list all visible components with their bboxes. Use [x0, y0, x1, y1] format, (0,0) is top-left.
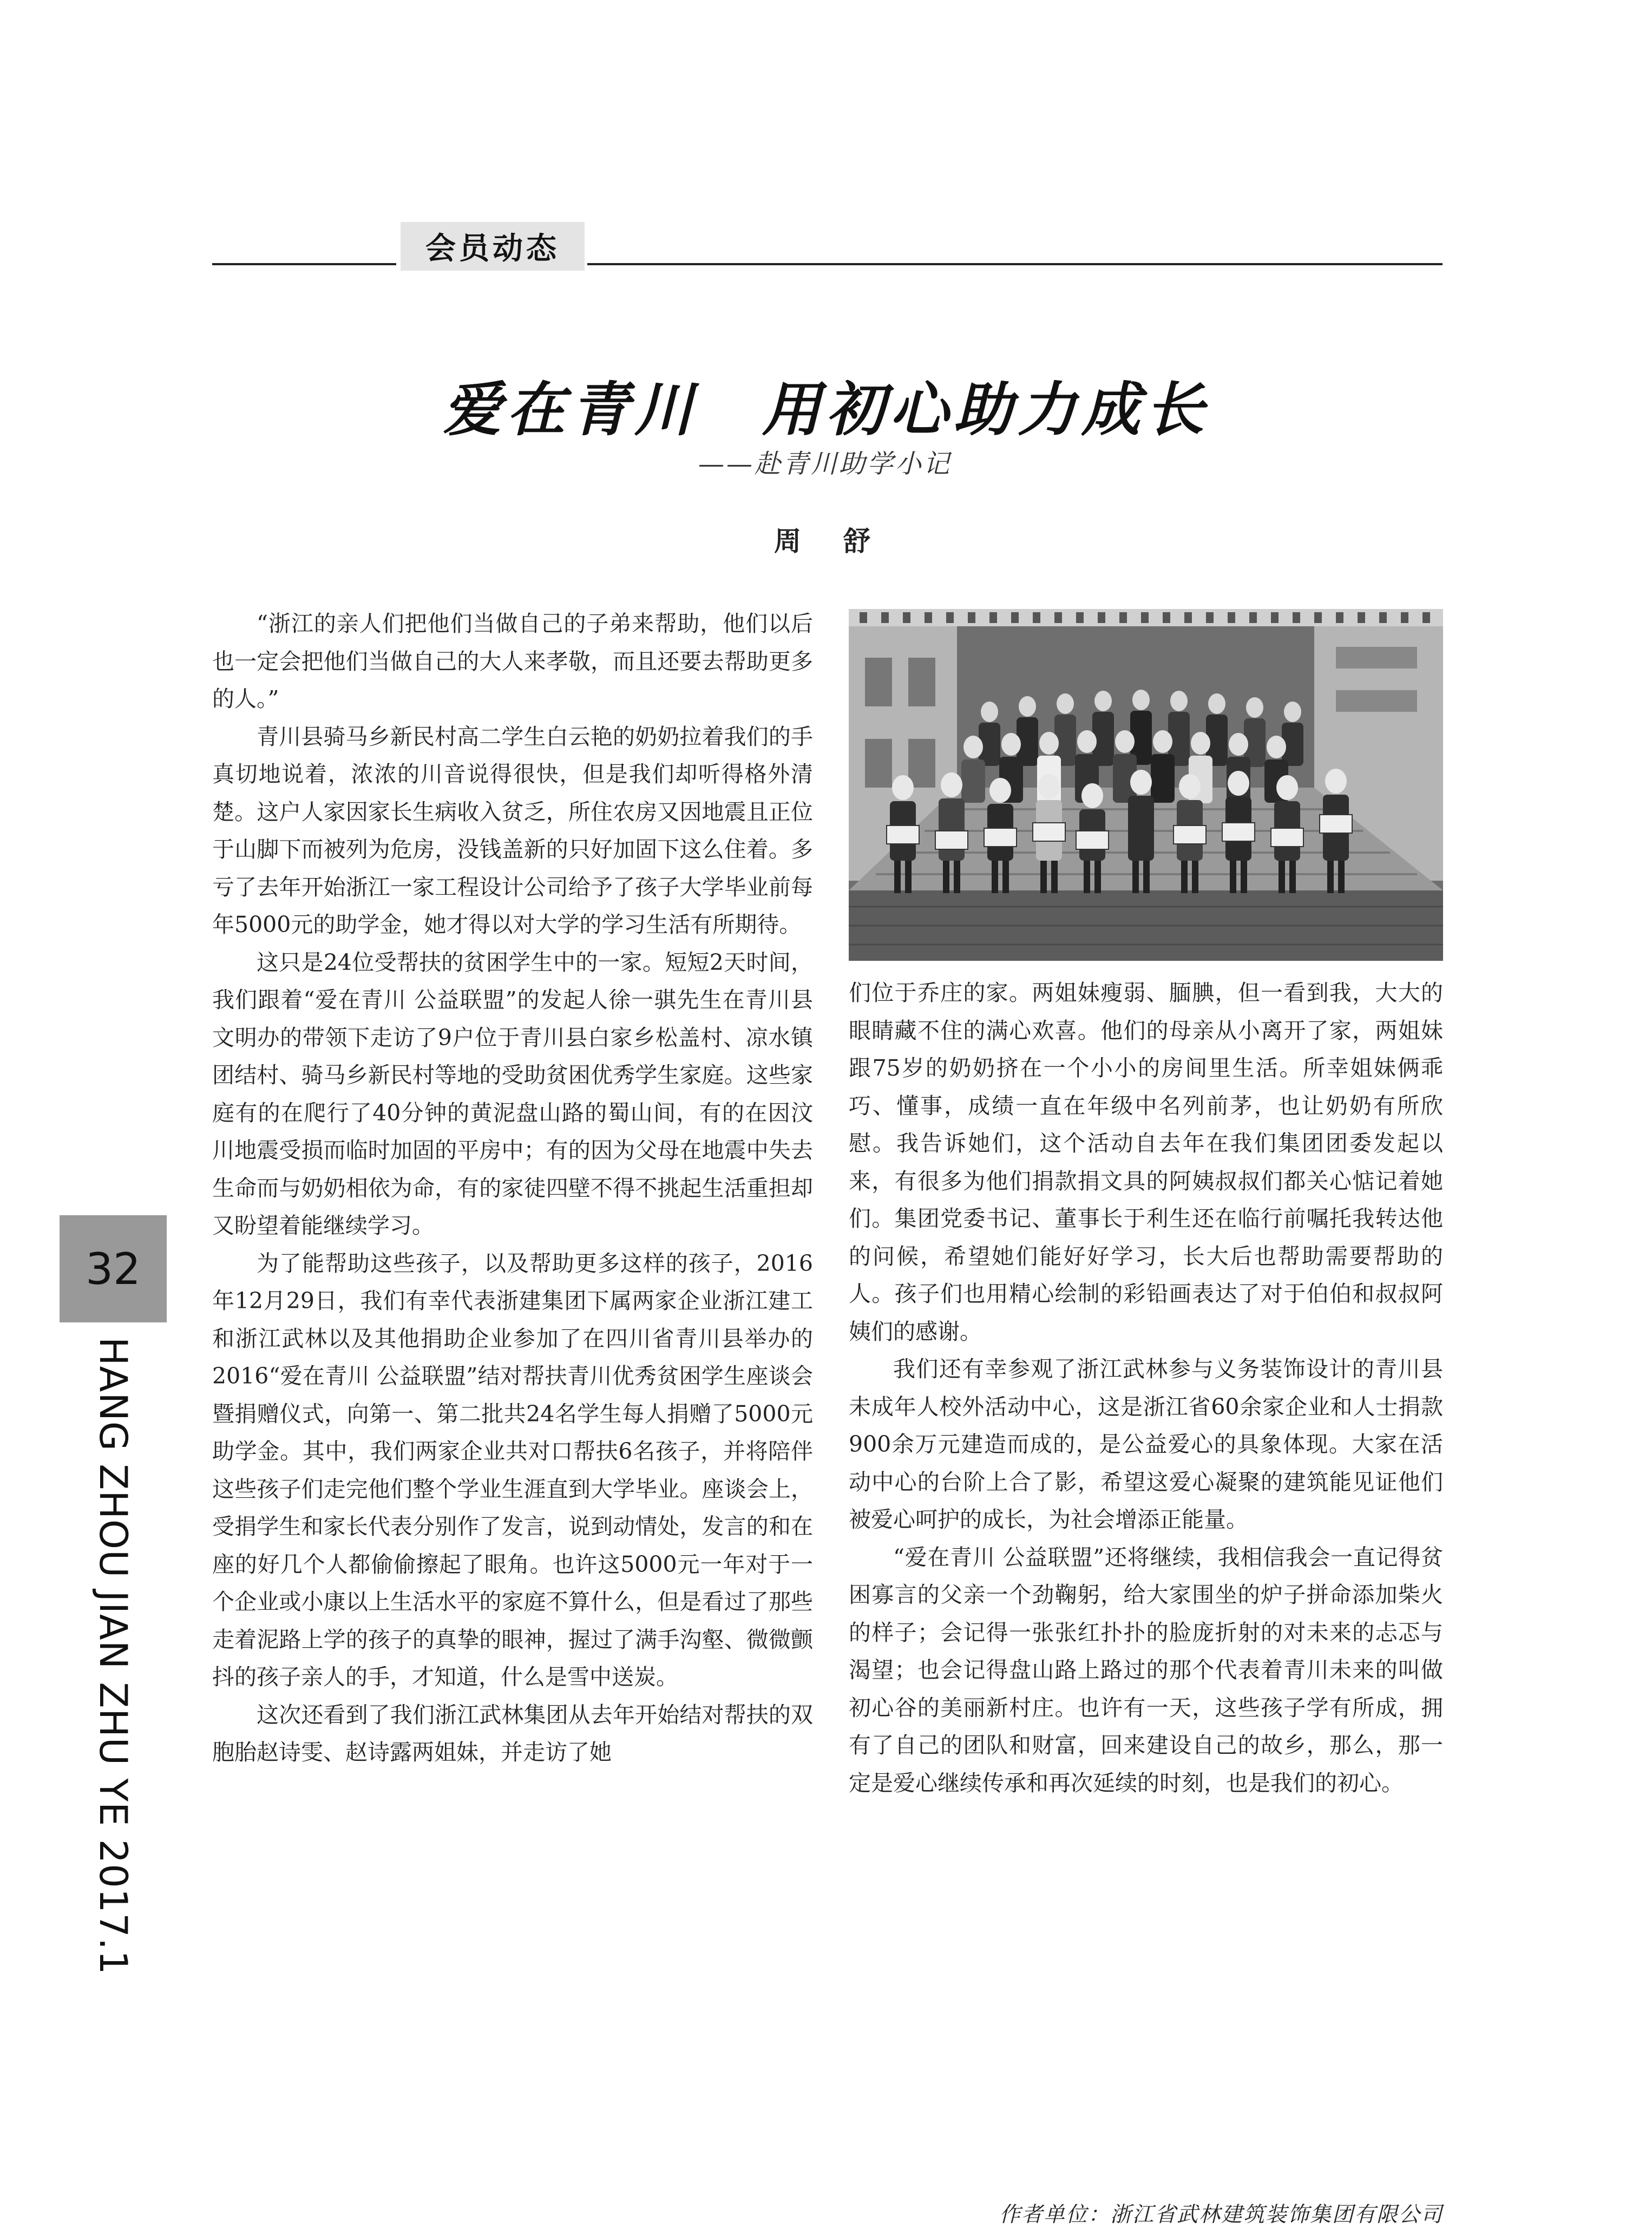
paragraph: 这次还看到了我们浙江武林集团从去年开始结对帮扶的双胞胎赵诗雯、赵诗露两姐妹，并走访了她 [212, 1701, 813, 1765]
article-title: 爱在青川 用初心助力成长 [442, 376, 1209, 444]
left-column [212, 605, 813, 1772]
section-rule-right [587, 263, 1443, 265]
page-number-box [60, 1215, 167, 1322]
photo-window [865, 739, 892, 788]
right-column [849, 974, 1443, 1802]
section-rule-left [212, 263, 396, 265]
paragraph: 为了能帮助这些孩子，以及帮助更多这样的孩子，2016年12月29日，我们有幸代表浙建集团下属两家企业浙江建工和浙江武林以及其他捐助企业参加了在四川省青川县举办的2016“爱在青川 公益联盟”结对帮扶青川优秀贫困学生座谈会暨捐赠仪式，向第一、第二批共24名学生每人捐赠了5000元助学金。其中，我们两家企业共对口帮扶6名孩子，并将陪伴这些孩子们走完他们整个学业生涯直到大学毕业。座谈会上，受捐学生和家长代表分别作了发言，说到动情处，发言的和在座的好几个人都偷偷擦起了眼角。也许这5000元一年对于一个企业或小康以上生活水平的家庭不算什么，但是看过了那些走着泥路上学的孩子的真挚的眼神，握过了满手沟壑、微微颤抖的孩子亲人的手，才知道，什么是雪中送炭。 [212, 1250, 813, 1690]
author-affiliation: 作者单位：浙江省武林建筑装饰集团有限公司 [999, 2203, 1443, 2227]
journal-vertical-wrap [87, 1337, 135, 1975]
paragraph: 我们还有幸参观了浙江武林参与义务装饰设计的青川县未成年人校外活动中心，这是浙江省60余家企业和人士捐款900余万元建造而成的，是公益爱心的具象体现。大家在活动中心的台阶上合了影，希望这爱心凝聚的建筑能见证他们被爱心呵护的成长，为社会增添正能量。 [849, 1356, 1443, 1532]
photo-window [1336, 647, 1417, 669]
paragraph: 这只是24位受帮扶的贫困学生中的一家。短短2天时间，我们跟着“爱在青川 公益联盟”的发起人徐一骐先生在青川县文明办的带领下走访了9户位于青川县白家乡松盖村、凉水镇团结村、骑马乡新民村等地的受助贫困优秀学生家庭。这些家庭有的在爬行了40分钟的黄泥盘山路的蜀山间，有的在因汶川地震受损而临时加固的平房中；有的因为父母在地震中失去生命而与奶奶相依为命，有的家徒四壁不得不挑起生活重担却又盼望着能继续学习。 [212, 949, 813, 1238]
group-photo [849, 609, 1443, 961]
article-subtitle: ——赴青川助学小记 [698, 449, 952, 479]
group-photo-illustration [849, 609, 1443, 961]
paragraph: 们位于乔庄的家。两姐妹瘦弱、腼腆，但一看到我，大大的眼睛藏不住的满心欢喜。他们的母亲从小离开了家，两姐妹跟75岁的奶奶挤在一个小小的房间里生活。所幸姐妹俩乖巧、懂事，成绩一直在年级中名列前茅，也让奶奶有所欣慰。我告诉她们，这个活动自去年在我们集团团委发起以来，有很多为他们捐款捐文具的阿姨叔叔们都关心惦记着她们。集团党委书记、董事长于利生还在临行前嘱托我转达他的问候，希望她们能好好学习，长大后也帮助需要帮助的人。孩子们也用精心绘制的彩铅画表达了对于伯伯和叔叔阿姨们的感谢。 [849, 980, 1443, 1345]
paragraph: “浙江的亲人们把他们当做自己的子弟来帮助，他们以后也一定会把他们当做自己的大人来孝敬，而且还要去帮助更多的人。” [212, 611, 813, 712]
page-number: 32 [86, 1243, 141, 1294]
photo-window [865, 658, 892, 706]
photo-window [908, 739, 935, 788]
article-author: 周 舒 [774, 526, 878, 557]
journal-name-vertical: HANG ZHOU JIAN ZHU YE 2017.1 [91, 1337, 135, 1975]
section-label: 会员动态 [425, 231, 560, 266]
photo-window [1336, 690, 1417, 712]
section-header [401, 222, 585, 271]
photo-crowd-back [979, 690, 1303, 767]
photo-window [908, 658, 935, 706]
paragraph: 青川县骑马乡新民村高二学生白云艳的奶奶拉着我们的手真切地说着，浓浓的川音说得很快，但是我们却听得格外清楚。这户人家因家长生病收入贫乏，所住农房又因地震且正位于山脚下而被列为危房，没钱盖新的只好加固下这么住着。多亏了去年开始浙江一家工程设计公司给予了孩子大学毕业前每年5000元的助学金，她才得以对大学的学习生活有所期待。 [212, 723, 813, 938]
paragraph: “爱在青川 公益联盟”还将继续，我相信我会一直记得贫困寡言的父亲一个劲鞠躬，给大家围坐的炉子拼命添加柴火的样子；会记得一张张红扑扑的脸庞折射的对未来的忐忑与渴望；也会记得盘山路上路过的那个代表着青川未来的叫做初心谷的美丽新村庄。也许有一天，这些孩子学有所成，拥有了自己的团队和财富，回来建设自己的故乡，那么，那一定是爱心继续传承和再次延续的时刻，也是我们的初心。 [849, 1544, 1443, 1796]
